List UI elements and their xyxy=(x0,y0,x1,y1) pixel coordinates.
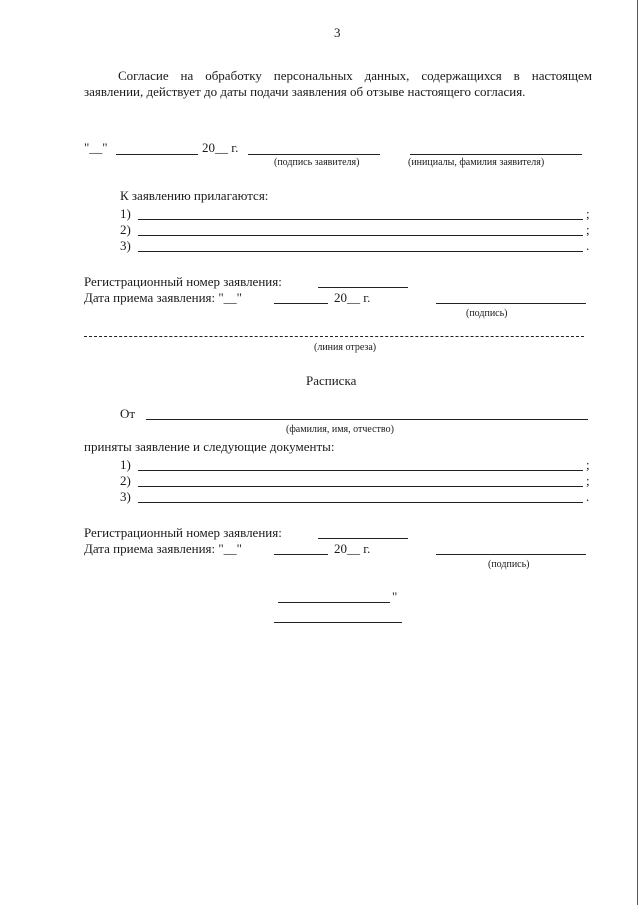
attachment-end: . xyxy=(586,238,590,253)
applicant-signature-caption: (подпись заявителя) xyxy=(274,157,360,168)
receipt-from-label: От xyxy=(120,406,136,421)
receipt-title: Расписка xyxy=(306,373,357,388)
page-number: 3 xyxy=(334,25,341,40)
applicant-name-caption: (инициалы, фамилия заявителя) xyxy=(408,157,545,168)
receipt-item-end: . xyxy=(586,489,590,504)
closing-quote: " xyxy=(392,589,398,604)
official-name-line[interactable] xyxy=(274,622,402,623)
receipt-item-line[interactable] xyxy=(138,486,583,487)
receipt-item-end: ; xyxy=(586,473,590,488)
registration-signature-line[interactable] xyxy=(436,303,586,304)
receipt-registration-number-label: Регистрационный номер заявления: xyxy=(84,525,282,540)
receipt-date-label: Дата приема заявления: "__" xyxy=(84,541,242,556)
applicant-name-line[interactable] xyxy=(410,154,582,155)
applicant-signature-line[interactable] xyxy=(248,154,380,155)
receipt-from-line[interactable] xyxy=(146,419,588,420)
receipt-from-caption: (фамилия, имя, отчество) xyxy=(286,424,394,435)
scan-edge xyxy=(637,0,638,905)
sig-date-month-line[interactable] xyxy=(116,154,198,155)
sig-date-prefix: "__" xyxy=(84,140,108,155)
receipt-accepted-text: приняты заявление и следующие документы: xyxy=(84,439,335,454)
attachment-number: 2) xyxy=(120,222,131,237)
receipt-item-line[interactable] xyxy=(138,502,583,503)
attachment-line[interactable] xyxy=(138,235,583,236)
receipt-item-line[interactable] xyxy=(138,470,583,471)
attachment-end: ; xyxy=(586,222,590,237)
receipt-item-number: 2) xyxy=(120,473,131,488)
attachment-number: 3) xyxy=(120,238,131,253)
attachment-line[interactable] xyxy=(138,219,583,220)
attachment-line[interactable] xyxy=(138,251,583,252)
registration-date-label: Дата приема заявления: "__" xyxy=(84,290,242,305)
consent-paragraph: Согласие на обработку персональных данных, содержащихся в настоящем заявлении, действует до даты подачи заявления об отзыве настоящего согласия. xyxy=(84,68,592,99)
receipt-item-number: 1) xyxy=(120,457,131,472)
registration-signature-caption: (подпись) xyxy=(466,308,508,319)
attachments-heading: К заявлению прилагаются: xyxy=(120,188,269,203)
receipt-signature-line[interactable] xyxy=(436,554,586,555)
receipt-registration-number-line[interactable] xyxy=(318,538,408,539)
registration-date-month-line[interactable] xyxy=(274,303,328,304)
attachment-number: 1) xyxy=(120,206,131,221)
cut-line-caption: (линия отреза) xyxy=(314,342,377,353)
receipt-year: 20__ г. xyxy=(334,541,371,556)
receipt-item-end: ; xyxy=(586,457,590,472)
official-position-line[interactable] xyxy=(278,602,390,603)
cut-line xyxy=(84,336,584,337)
receipt-signature-caption: (подпись) xyxy=(488,559,530,570)
attachment-end: ; xyxy=(586,206,590,221)
receipt-item-number: 3) xyxy=(120,489,131,504)
registration-number-line[interactable] xyxy=(318,287,408,288)
registration-year: 20__ г. xyxy=(334,290,371,305)
sig-year: 20__ г. xyxy=(202,140,239,155)
registration-number-label: Регистрационный номер заявления: xyxy=(84,274,282,289)
receipt-date-month-line[interactable] xyxy=(274,554,328,555)
